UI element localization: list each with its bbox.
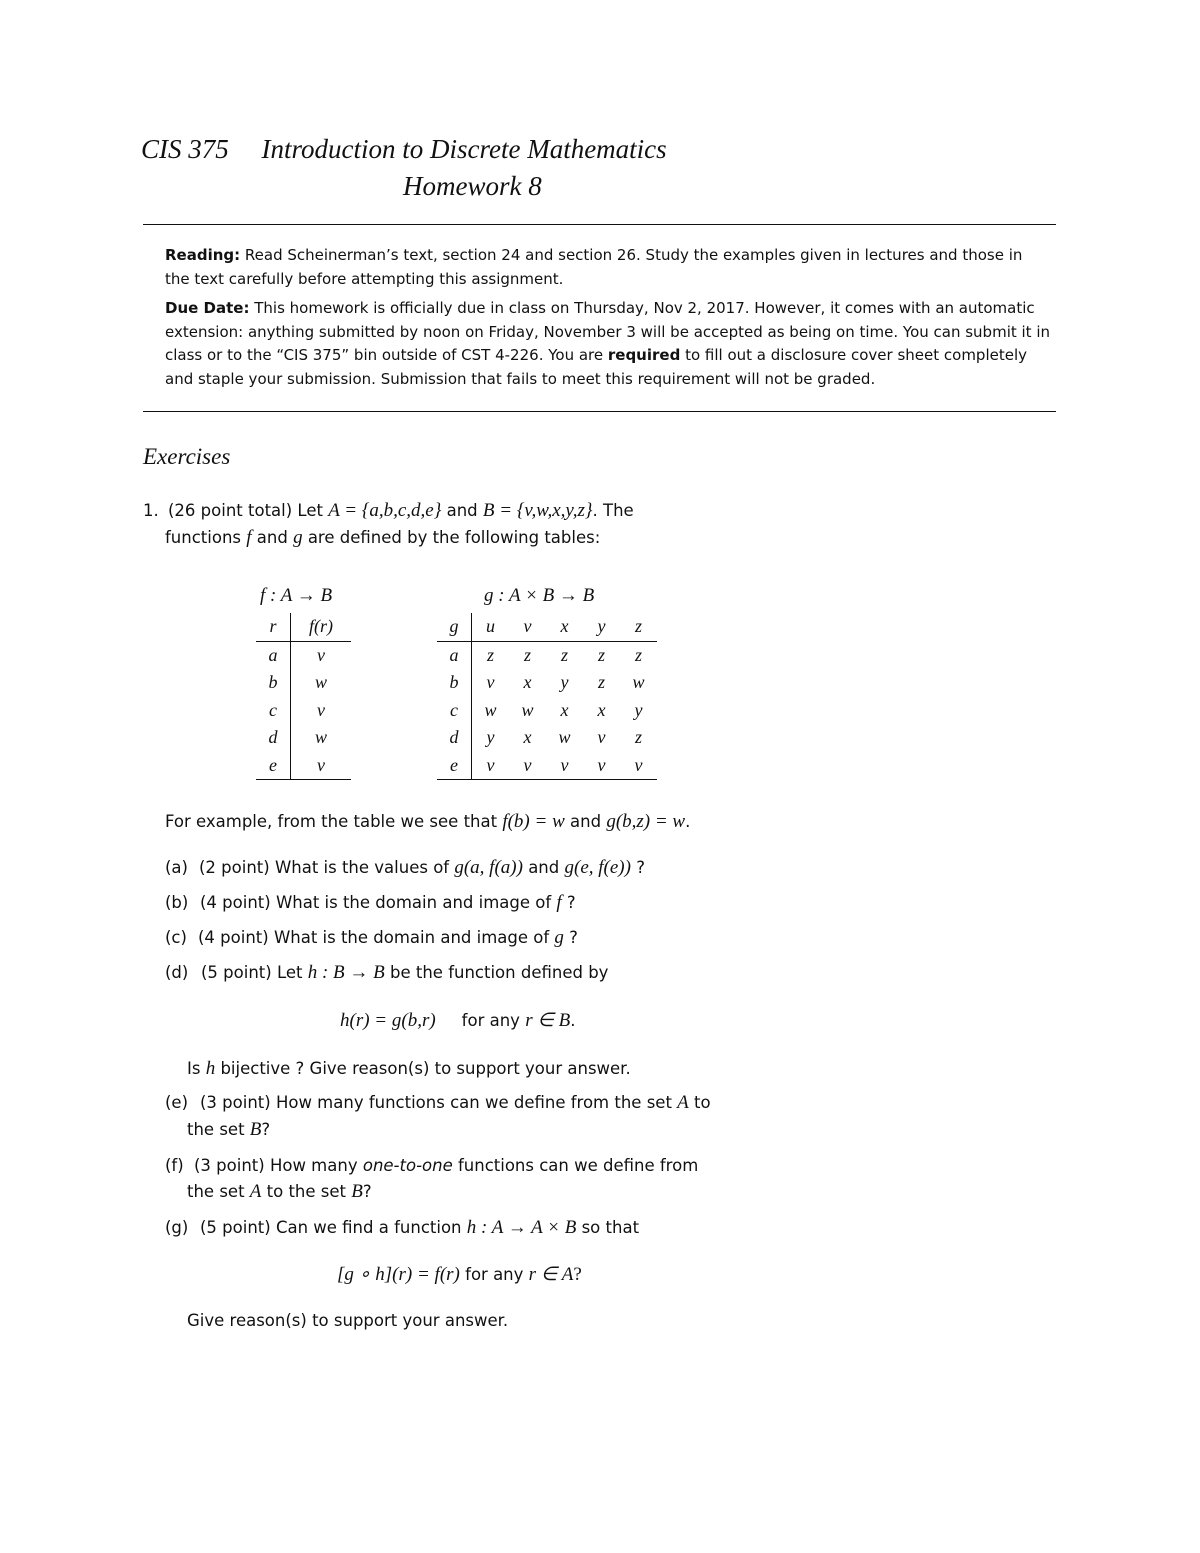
table-row xyxy=(437,752,657,780)
part-g-display xyxy=(337,1261,582,1288)
example-expr-1: f(b) = w xyxy=(502,811,565,832)
table-g-header: u xyxy=(472,613,510,641)
part-b-label: (b) xyxy=(165,893,189,912)
part-a-text xyxy=(199,854,645,881)
part-e-text-4: ? xyxy=(261,1120,271,1139)
part-b-var: f xyxy=(556,892,562,913)
course-title: Introduction to Discrete Mathematics xyxy=(261,134,667,164)
part-f-emphasis: one-to-one xyxy=(362,1156,453,1175)
question-1-functions-text: functions xyxy=(165,528,247,547)
question-1-intro: (26 point total) Let xyxy=(168,501,329,520)
part-d-display xyxy=(340,1007,576,1034)
table-cell: a xyxy=(437,641,472,669)
due-date-paragraph xyxy=(165,297,1050,391)
part-a-label: (a) xyxy=(165,858,188,877)
part-f-line-1 xyxy=(194,1152,698,1179)
table-f-header-row xyxy=(256,613,351,641)
question-1-tables-text: are defined by the following tables: xyxy=(302,528,601,547)
part-g-follow: Give reason(s) to support your answer. xyxy=(187,1311,509,1330)
table-cell: v xyxy=(291,752,352,780)
part-a-question: (2 point) What is the values of xyxy=(199,858,455,877)
table-cell: e xyxy=(256,752,291,780)
table-cell: b xyxy=(256,669,291,697)
table-cell: c xyxy=(437,697,472,725)
part-f-line-2 xyxy=(187,1178,372,1205)
table-cell: z xyxy=(560,644,568,665)
table-cell: y xyxy=(634,699,643,720)
part-d-display-set: r ∈ B xyxy=(525,1010,571,1031)
question-1-line-1-end: . The xyxy=(592,501,634,520)
table-cell: v xyxy=(597,727,606,748)
table-g-header: v xyxy=(509,613,546,641)
part-e-text-1: (3 point) How many functions can we define from the set xyxy=(200,1093,678,1112)
part-f-text-1: (3 point) How many xyxy=(194,1156,363,1175)
part-e-var-a: A xyxy=(677,1092,689,1113)
part-c-var: g xyxy=(554,927,564,948)
part-d-follow-a: Is xyxy=(187,1059,206,1078)
table-cell: x xyxy=(597,699,606,720)
table-cell: w xyxy=(314,672,327,693)
part-d-end: be the function defined by xyxy=(384,963,609,982)
due-date-text-1: This homework is officially due in class on Thursday, Nov 2, 2017. However, it comes with an automatic extension: anything submitted by noon on Friday, November 3 will be accepted as being on time. You can submit it in class or to the “CIS 375” bin outside of CST 4-226. You are xyxy=(165,299,1050,364)
question-1-and: and xyxy=(441,501,483,520)
table-f-header-fr: f(r) xyxy=(291,613,352,641)
table-row xyxy=(256,752,351,780)
table-cell: z xyxy=(597,644,605,665)
part-e-label: (e) xyxy=(165,1093,189,1112)
part-f-text-3: the set xyxy=(187,1182,250,1201)
table-cell: v xyxy=(583,752,620,780)
table-f xyxy=(256,613,351,780)
part-g-question: (5 point) Can we find a function xyxy=(200,1218,467,1237)
table-cell: v xyxy=(509,752,546,780)
table-cell: c xyxy=(256,697,291,725)
part-e-line-1 xyxy=(200,1089,711,1116)
table-cell: y xyxy=(486,727,495,748)
part-e-text-3: the set xyxy=(187,1120,250,1139)
homework-title: Homework 8 xyxy=(403,171,542,201)
part-a-expr-1: g(a, f(a)) xyxy=(454,857,523,878)
part-d-follow-b: bijective ? Give reason(s) to support your answer. xyxy=(215,1059,631,1078)
bottom-rule xyxy=(143,411,1056,412)
part-b-text xyxy=(200,889,576,916)
table-row xyxy=(256,641,351,669)
due-required: required xyxy=(607,346,681,364)
part-a-expr-2: g(e, f(e)) xyxy=(564,857,631,878)
table-cell: z xyxy=(634,644,642,665)
part-b-end: ? xyxy=(561,893,576,912)
function-g-symbol: g xyxy=(293,527,303,548)
table-cell: e xyxy=(437,752,472,780)
table-cell: x xyxy=(523,727,532,748)
top-rule xyxy=(143,224,1056,225)
reading-label: Reading: xyxy=(165,246,241,264)
part-c-question: (4 point) What is the domain and image of xyxy=(198,928,555,947)
part-d-display-end: . xyxy=(570,1011,576,1030)
table-cell: x xyxy=(523,672,532,693)
part-c-text xyxy=(198,924,578,951)
part-d-follow-var: h xyxy=(205,1058,216,1079)
part-g-display-end: ? xyxy=(573,1264,582,1285)
part-d-follow xyxy=(187,1055,631,1082)
example-line xyxy=(165,808,690,835)
table-cell: y xyxy=(560,672,569,693)
part-g-display-tail: for any xyxy=(459,1265,529,1284)
table-row xyxy=(437,724,657,752)
table-g-caption: g : A × B → B xyxy=(484,585,595,606)
table-cell: v xyxy=(620,752,657,780)
part-g-label: (g) xyxy=(165,1218,189,1237)
part-g-display-set: r ∈ A xyxy=(528,1264,574,1285)
table-cell: z xyxy=(597,672,605,693)
part-g-expr: h : A → A × B xyxy=(466,1217,577,1238)
example-expr-2: g(b,z) = w xyxy=(606,811,686,832)
table-g-header: x xyxy=(546,613,583,641)
part-d-display-tail: for any xyxy=(461,1011,526,1030)
table-cell: v xyxy=(546,752,583,780)
exercises-heading: Exercises xyxy=(143,444,231,469)
example-end: . xyxy=(685,812,691,831)
part-f-text-5: ? xyxy=(362,1182,372,1201)
table-cell: z xyxy=(486,644,494,665)
table-cell: w xyxy=(314,727,327,748)
table-cell: w xyxy=(632,672,645,693)
part-b-question: (4 point) What is the domain and image of xyxy=(200,893,557,912)
table-g-header: z xyxy=(620,613,657,641)
due-date-label: Due Date: xyxy=(165,299,250,317)
part-f-label: (f) xyxy=(165,1156,184,1175)
set-b-definition: B = {v,w,x,y,z} xyxy=(482,500,593,521)
table-f-caption: f : A → B xyxy=(260,585,333,606)
table-cell: a xyxy=(256,641,291,669)
table-cell: w xyxy=(521,699,534,720)
reading-text: Read Scheinerman’s text, section 24 and section 26. Study the examples given in lectures and those in the text carefully before attempting this assignment. xyxy=(165,246,1023,288)
table-cell: x xyxy=(560,699,569,720)
course-header xyxy=(141,134,667,165)
question-1-number: 1. xyxy=(143,501,159,520)
table-cell: v xyxy=(317,644,325,665)
example-text: For example, from the table we see that xyxy=(165,812,503,831)
table-f-header-r: r xyxy=(256,613,291,641)
part-g-end: so that xyxy=(576,1218,640,1237)
table-row xyxy=(437,641,657,669)
function-f-symbol: f xyxy=(246,527,252,548)
table-row xyxy=(256,669,351,697)
part-a-and: and xyxy=(522,858,565,877)
part-f-var-b: B xyxy=(351,1181,363,1202)
table-row xyxy=(437,669,657,697)
table-cell: v xyxy=(472,752,510,780)
part-c-label: (c) xyxy=(165,928,187,947)
example-and: and xyxy=(564,812,607,831)
part-g-text xyxy=(200,1214,639,1241)
part-d-text xyxy=(201,959,608,986)
part-f-var-a: A xyxy=(249,1181,262,1202)
question-1-line-2 xyxy=(165,524,600,551)
table-g-header: y xyxy=(583,613,620,641)
table-cell: v xyxy=(486,672,495,693)
course-code: CIS 375 xyxy=(141,134,229,164)
part-e-text-2: to xyxy=(688,1093,711,1112)
table-g xyxy=(437,613,657,780)
part-e-line-2 xyxy=(187,1116,270,1143)
table-cell: z xyxy=(523,644,531,665)
table-row xyxy=(256,724,351,752)
part-e-var-b: B xyxy=(249,1119,262,1140)
table-cell: b xyxy=(437,669,472,697)
table-cell: w xyxy=(484,699,497,720)
part-g-display-expr: [g ∘ h](r) = f(r) xyxy=(337,1264,460,1285)
part-f-text-4: to the set xyxy=(261,1182,352,1201)
table-cell: d xyxy=(256,724,291,752)
question-1-and-2: and xyxy=(251,528,294,547)
part-f-text-2: functions can we define from xyxy=(452,1156,699,1175)
table-row xyxy=(437,697,657,725)
table-cell: d xyxy=(437,724,472,752)
table-row xyxy=(256,697,351,725)
part-c-end: ? xyxy=(563,928,578,947)
due-date-text-2: to fill out a disclosure cover sheet completely and staple your submission. Submission that fails to meet this requirement will not be graded. xyxy=(165,346,1028,388)
table-cell: v xyxy=(317,699,325,720)
part-d-display-expr: h(r) = g(b,r) xyxy=(340,1010,436,1031)
table-g-header-g: g xyxy=(437,613,472,641)
part-d-question: (5 point) Let xyxy=(201,963,308,982)
reading-paragraph xyxy=(165,244,1050,291)
question-1-line-1 xyxy=(168,497,634,524)
part-d-label: (d) xyxy=(165,963,189,982)
table-cell: w xyxy=(558,727,571,748)
part-d-expr: h : B → B xyxy=(307,962,385,983)
part-a-end: ? xyxy=(630,858,645,877)
table-cell: z xyxy=(634,727,642,748)
set-a-definition: A = {a,b,c,d,e} xyxy=(328,500,442,521)
table-g-header-row xyxy=(437,613,657,641)
